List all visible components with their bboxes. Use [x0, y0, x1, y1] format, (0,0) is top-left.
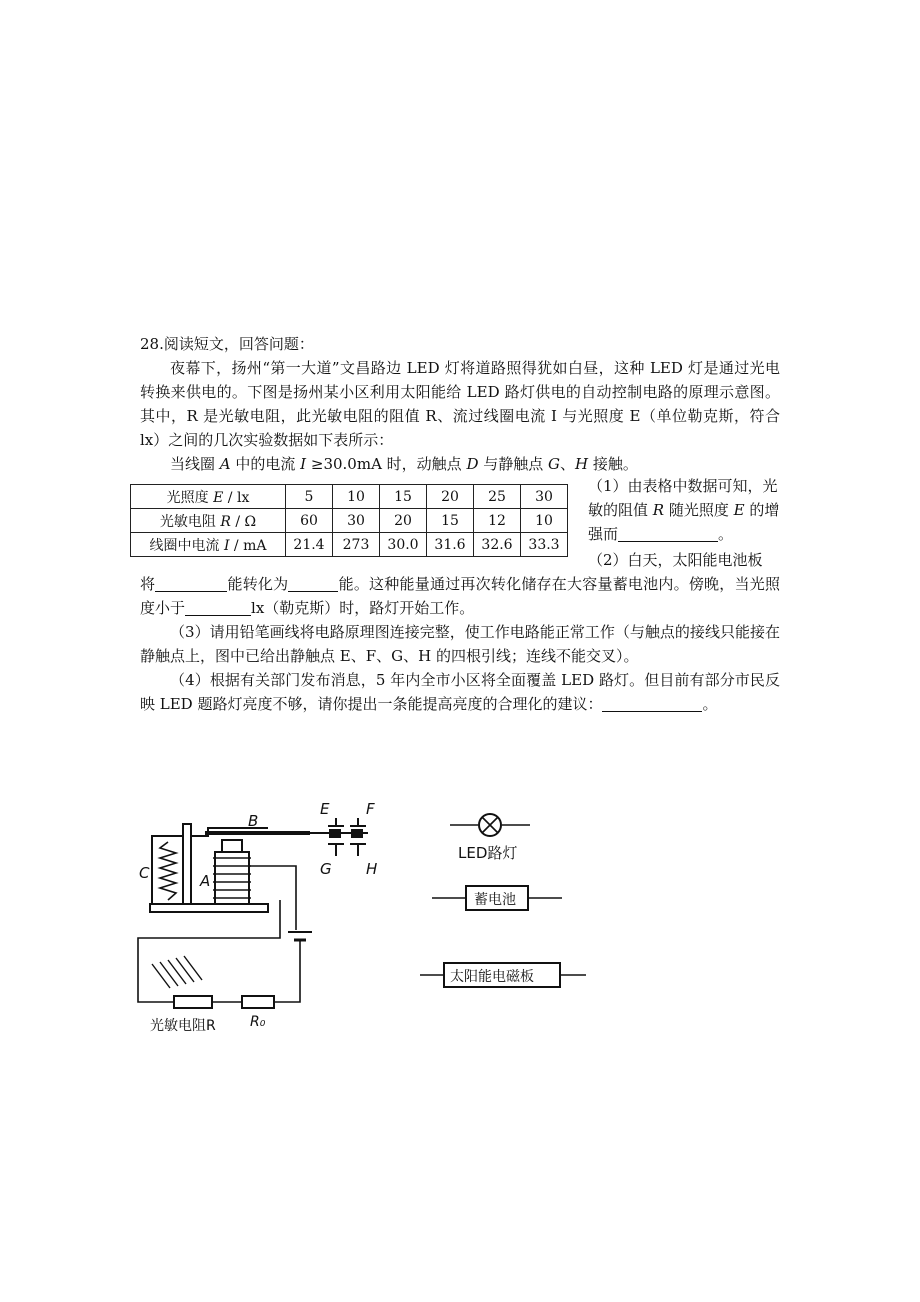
- table-cell: 20: [427, 485, 474, 509]
- table-cell: 31.6: [427, 533, 474, 557]
- coil-wire-right: [250, 866, 296, 930]
- label-photoresistor: 光敏电阻R: [150, 1018, 216, 1034]
- spring-c: [160, 842, 176, 900]
- table-cell: 15: [427, 509, 474, 533]
- table-cell: 20: [380, 509, 427, 533]
- relay-frame: [152, 828, 268, 908]
- contact-d-right: [352, 830, 362, 837]
- label-g: G: [320, 860, 332, 878]
- control-wire-left: [138, 900, 280, 1002]
- led-label: LED路灯: [458, 844, 518, 862]
- label-h: H: [366, 860, 378, 878]
- table-cell: 15: [380, 485, 427, 509]
- table-cell: 12: [474, 509, 521, 533]
- solar-label: 太阳能电磁板: [450, 969, 534, 985]
- table-cell: 32.6: [474, 533, 521, 557]
- question-condition: 当线圈 A 中的电流 I ≥30.0mA 时，动触点 D 与静触点 G、H 接触。: [170, 455, 638, 473]
- table-cell: 10: [521, 509, 568, 533]
- table-header-cell: 线圈中电流 I / mA: [131, 533, 286, 557]
- table-cell: 273: [333, 533, 380, 557]
- label-e: E: [320, 800, 330, 818]
- resistor-r0: [242, 996, 274, 1008]
- electromagnet-core: [215, 852, 249, 904]
- label-r0: R₀: [250, 1014, 266, 1030]
- electromagnet-pole: [222, 840, 242, 852]
- question-heading: 28.阅读短文，回答问题：: [140, 335, 314, 353]
- table-cell: 30: [521, 485, 568, 509]
- table-cell: 10: [333, 485, 380, 509]
- question-2: 将 能转化为 能。这种能量通过再次转化储存在大容量蓄电池内。傍晚，当光照度小于 lx（勒克斯）时，路灯开始工作。: [140, 575, 780, 617]
- question-4: （4）根据有关部门发布消息，5 年内全市小区将全面覆盖 LED 路灯。但目前有部分市民反映 LED 题路灯亮度不够，请你提出一条能提高亮度的合理化的建议： 。: [140, 671, 780, 713]
- question-3: （3）请用铅笔画线将电路原理图连接完整，使工作电路能正常工作（与触点的接线只能接在静触点上，图中已给出静触点 E、F、G、H 的四根引线；连线不能交叉）。: [140, 623, 780, 665]
- battery-label: 蓄电池: [474, 892, 516, 908]
- table-header-cell: 光照度 E / lx: [131, 485, 286, 509]
- photoresistor-r: [174, 996, 212, 1008]
- table-cell: 33.3: [521, 533, 568, 557]
- light-rays-icon: [152, 956, 202, 988]
- relay-base: [150, 904, 268, 912]
- question-1: （1）由表格中数据可知，光敏的阻值 R 随光照度 E 的增强而 。: [588, 477, 780, 543]
- table-cell: 30: [333, 509, 380, 533]
- table-cell: 5: [286, 485, 333, 509]
- contact-d-left: [330, 830, 340, 837]
- table-cell: 25: [474, 485, 521, 509]
- table-cell: 30.0: [380, 533, 427, 557]
- label-a: A: [200, 872, 211, 890]
- control-wire-right: [274, 940, 300, 1002]
- table-cell: 60: [286, 509, 333, 533]
- table-cell: 21.4: [286, 533, 333, 557]
- label-f: F: [366, 800, 375, 818]
- label-b: B: [248, 812, 259, 830]
- table-header-cell: 光敏电阻 R / Ω: [131, 509, 286, 533]
- label-c: C: [139, 864, 150, 882]
- question-2-start: （2）白天，太阳能电池板: [588, 551, 763, 569]
- relay-pivot: [183, 824, 191, 910]
- question-intro: 夜幕下，扬州“第一大道”文昌路边 LED 灯将道路照得犹如白昼，这种 LED 灯是通过光电转换来供电的。下图是扬州某小区利用太阳能给 LED 路灯供电的自动控制电路的原理示意图。其中，R 是光敏电阻，此光敏电阻的阻值 R、流过线圈电流 I 与光照度 E（单位勒克斯，符合 lx）之间的几次实验数据如下表所示：: [140, 359, 780, 449]
